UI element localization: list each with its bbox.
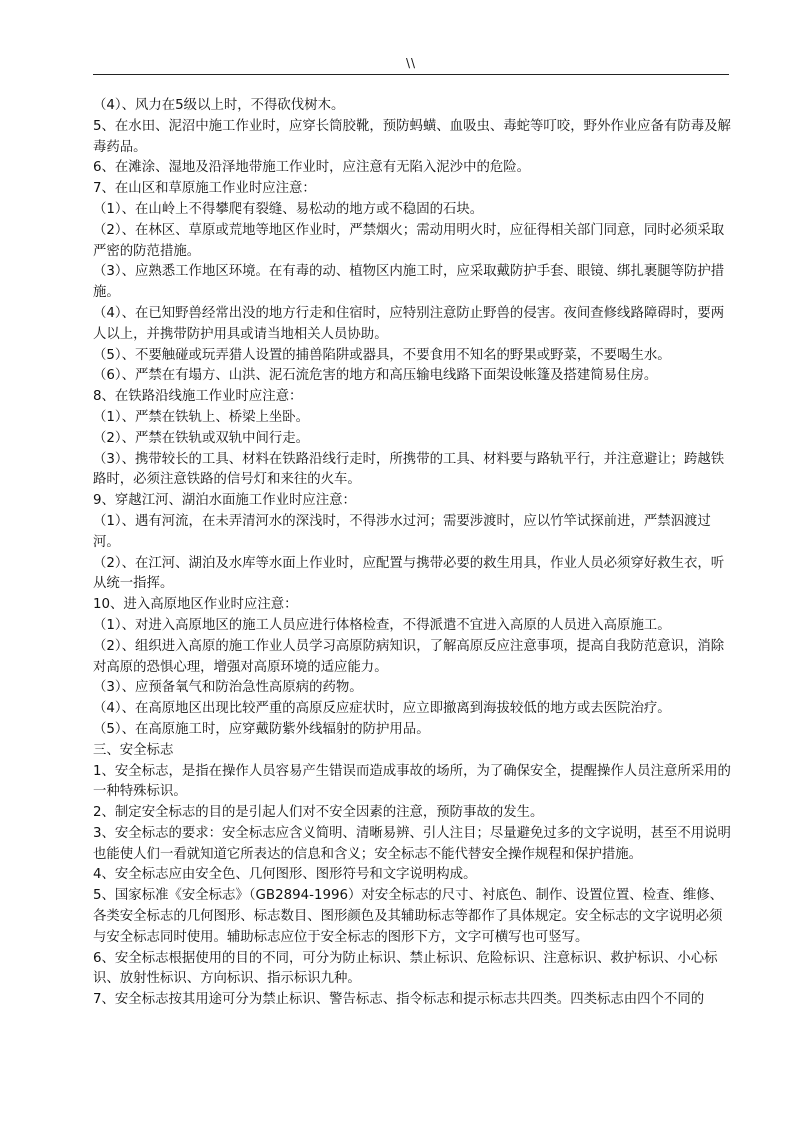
paragraph: （2）、组织进入高原的施工作业人员学习高原防病知识，了解高原反应注意事项，提高自我防范意识，消除对高原的恐惧心理，增强对高原环境的适应能力。 [93, 638, 725, 675]
paragraph: （3）、应熟悉工作地区环境。在有毒的动、植物区内施工时，应采取戴防护手套、眼镜、绑扎裹腿等防护措施。 [93, 264, 725, 301]
paragraph: 2、制定安全标志的目的是引起人们对不安全因素的注意，预防事故的发生。 [93, 805, 544, 821]
paragraph: 7、在山区和草原施工作业时应注意： [93, 181, 316, 197]
paragraph: （1）、严禁在铁轨上、桥梁上坐卧。 [93, 409, 310, 425]
paragraph: 6、在滩涂、湿地及沿泽地带施工作业时，应注意有无陷入泥沙中的危险。 [93, 160, 531, 176]
paragraph: 9、穿越江河、湖泊水面施工作业时应注意： [93, 493, 356, 509]
paragraph: （3）、应预备氧气和防治急性高原病的药物。 [93, 680, 363, 696]
paragraph: （2）、严禁在铁轨或双轨中间行走。 [93, 430, 310, 446]
paragraph: （4）、在高原地区出现比较严重的高原反应症状时，应立即撤离到海拔较低的地方或去医院治疗。 [93, 701, 671, 717]
paragraph: 5、国家标准《安全标志》（GB2894-1996）对安全标志的尺寸、衬底色、制作、设置位置、检查、维修、各类安全标志的几何图形、标志数目、图形颜色及其辅助标志等都作了具体规定。安全标志的文字说明必须与安全标志同时使用。辅助标志应位于安全标志的图形下方，文字可横写也可竖写。 [93, 888, 723, 945]
paragraph: 10、进入高原地区作业时应注意： [93, 597, 298, 613]
paragraph: （1）、遇有河流，在未弄清河水的深浅时，不得涉水过河；需要涉渡时，应以竹竿试探前进，严禁泅渡过河。 [93, 513, 711, 550]
page-header [93, 52, 729, 75]
paragraph: （1）、对进入高原地区的施工人员应进行体格检查，不得派遣不宜进入高原的人员进入高原施工。 [93, 617, 671, 633]
paragraph: （4）、风力在5级以上时，不得砍伐树木。 [93, 98, 345, 113]
paragraph: （3）、携带较长的工具、材料在铁路沿线行走时，所携带的工具、材料要与路轨平行，并注意避让；跨越铁路时，必须注意铁路的信号灯和来往的火车。 [93, 451, 725, 488]
paragraph: 三、安全标志 [93, 742, 174, 758]
paragraph: （1）、在山岭上不得攀爬有裂缝、易松动的地方或不稳固的石块。 [93, 201, 484, 217]
paragraph: 4、安全标志应由安全色、几何图形、图形符号和文字说明构成。 [93, 867, 477, 883]
header-mark: \\ [405, 56, 417, 70]
paragraph: 3、安全标志的要求：安全标志应含义简明、清晰易辨、引人注目；尽量避免过多的文字说明，甚至不用说明也能使人们一看就知道它所表达的信息和含义；安全标志不能代替安全操作规程和保护措施。 [93, 825, 731, 862]
paragraph: 5、在水田、泥沼中施工作业时，应穿长筒胶靴，预防蚂蟥、血吸虫、毒蛇等叮咬，野外作业应备有防毒及解毒药品。 [93, 118, 731, 155]
paragraph: （6）、严禁在有塌方、山洪、泥石流危害的地方和高压输电线路下面架设帐篷及搭建简易住房。 [93, 368, 658, 384]
paragraph: 6、安全标志根据使用的目的不同，可分为防止标识、禁止标识、危险标识、注意标识、救护标识、小心标识、放射性标识、方向标识、指示标识九种。 [93, 950, 718, 987]
paragraph: （2）、在林区、草原或荒地等地区作业时，严禁烟火；需动用明火时，应征得相关部门同意，同时必须采取严密的防范措施。 [93, 222, 725, 259]
paragraph: （4）、在已知野兽经常出没的地方行走和住宿时，应特别注意防止野兽的侵害。夜间查修线路障碍时，要两人以上，并携带防护用具或请当地相关人员协助。 [93, 305, 725, 342]
paragraph: 1、安全标志，是指在操作人员容易产生错误而造成事故的场所，为了确保安全，提醒操作人员注意所采用的一种特殊标识。 [93, 763, 731, 800]
paragraph: 8、在铁路沿线施工作业时应注意： [93, 389, 303, 405]
paragraph: （5）、不要触碰或玩弄猎人设置的捕兽陷阱或器具，不要食用不知名的野果或野菜，不要喝生水。 [93, 347, 671, 363]
document-body [93, 96, 735, 1011]
paragraph: 7、安全标志按其用途可分为禁止标识、警告标志、指令标志和提示标志共四类。四类标志由四个不同的 [93, 992, 705, 1008]
paragraph: （2）、在江河、湖泊及水库等水面上作业时，应配置与携带必要的救生用具，作业人员必须穿好救生衣，听从统一指挥。 [93, 555, 725, 592]
paragraph: （5）、在高原施工时，应穿戴防紫外线辐射的防护用品。 [93, 721, 430, 737]
